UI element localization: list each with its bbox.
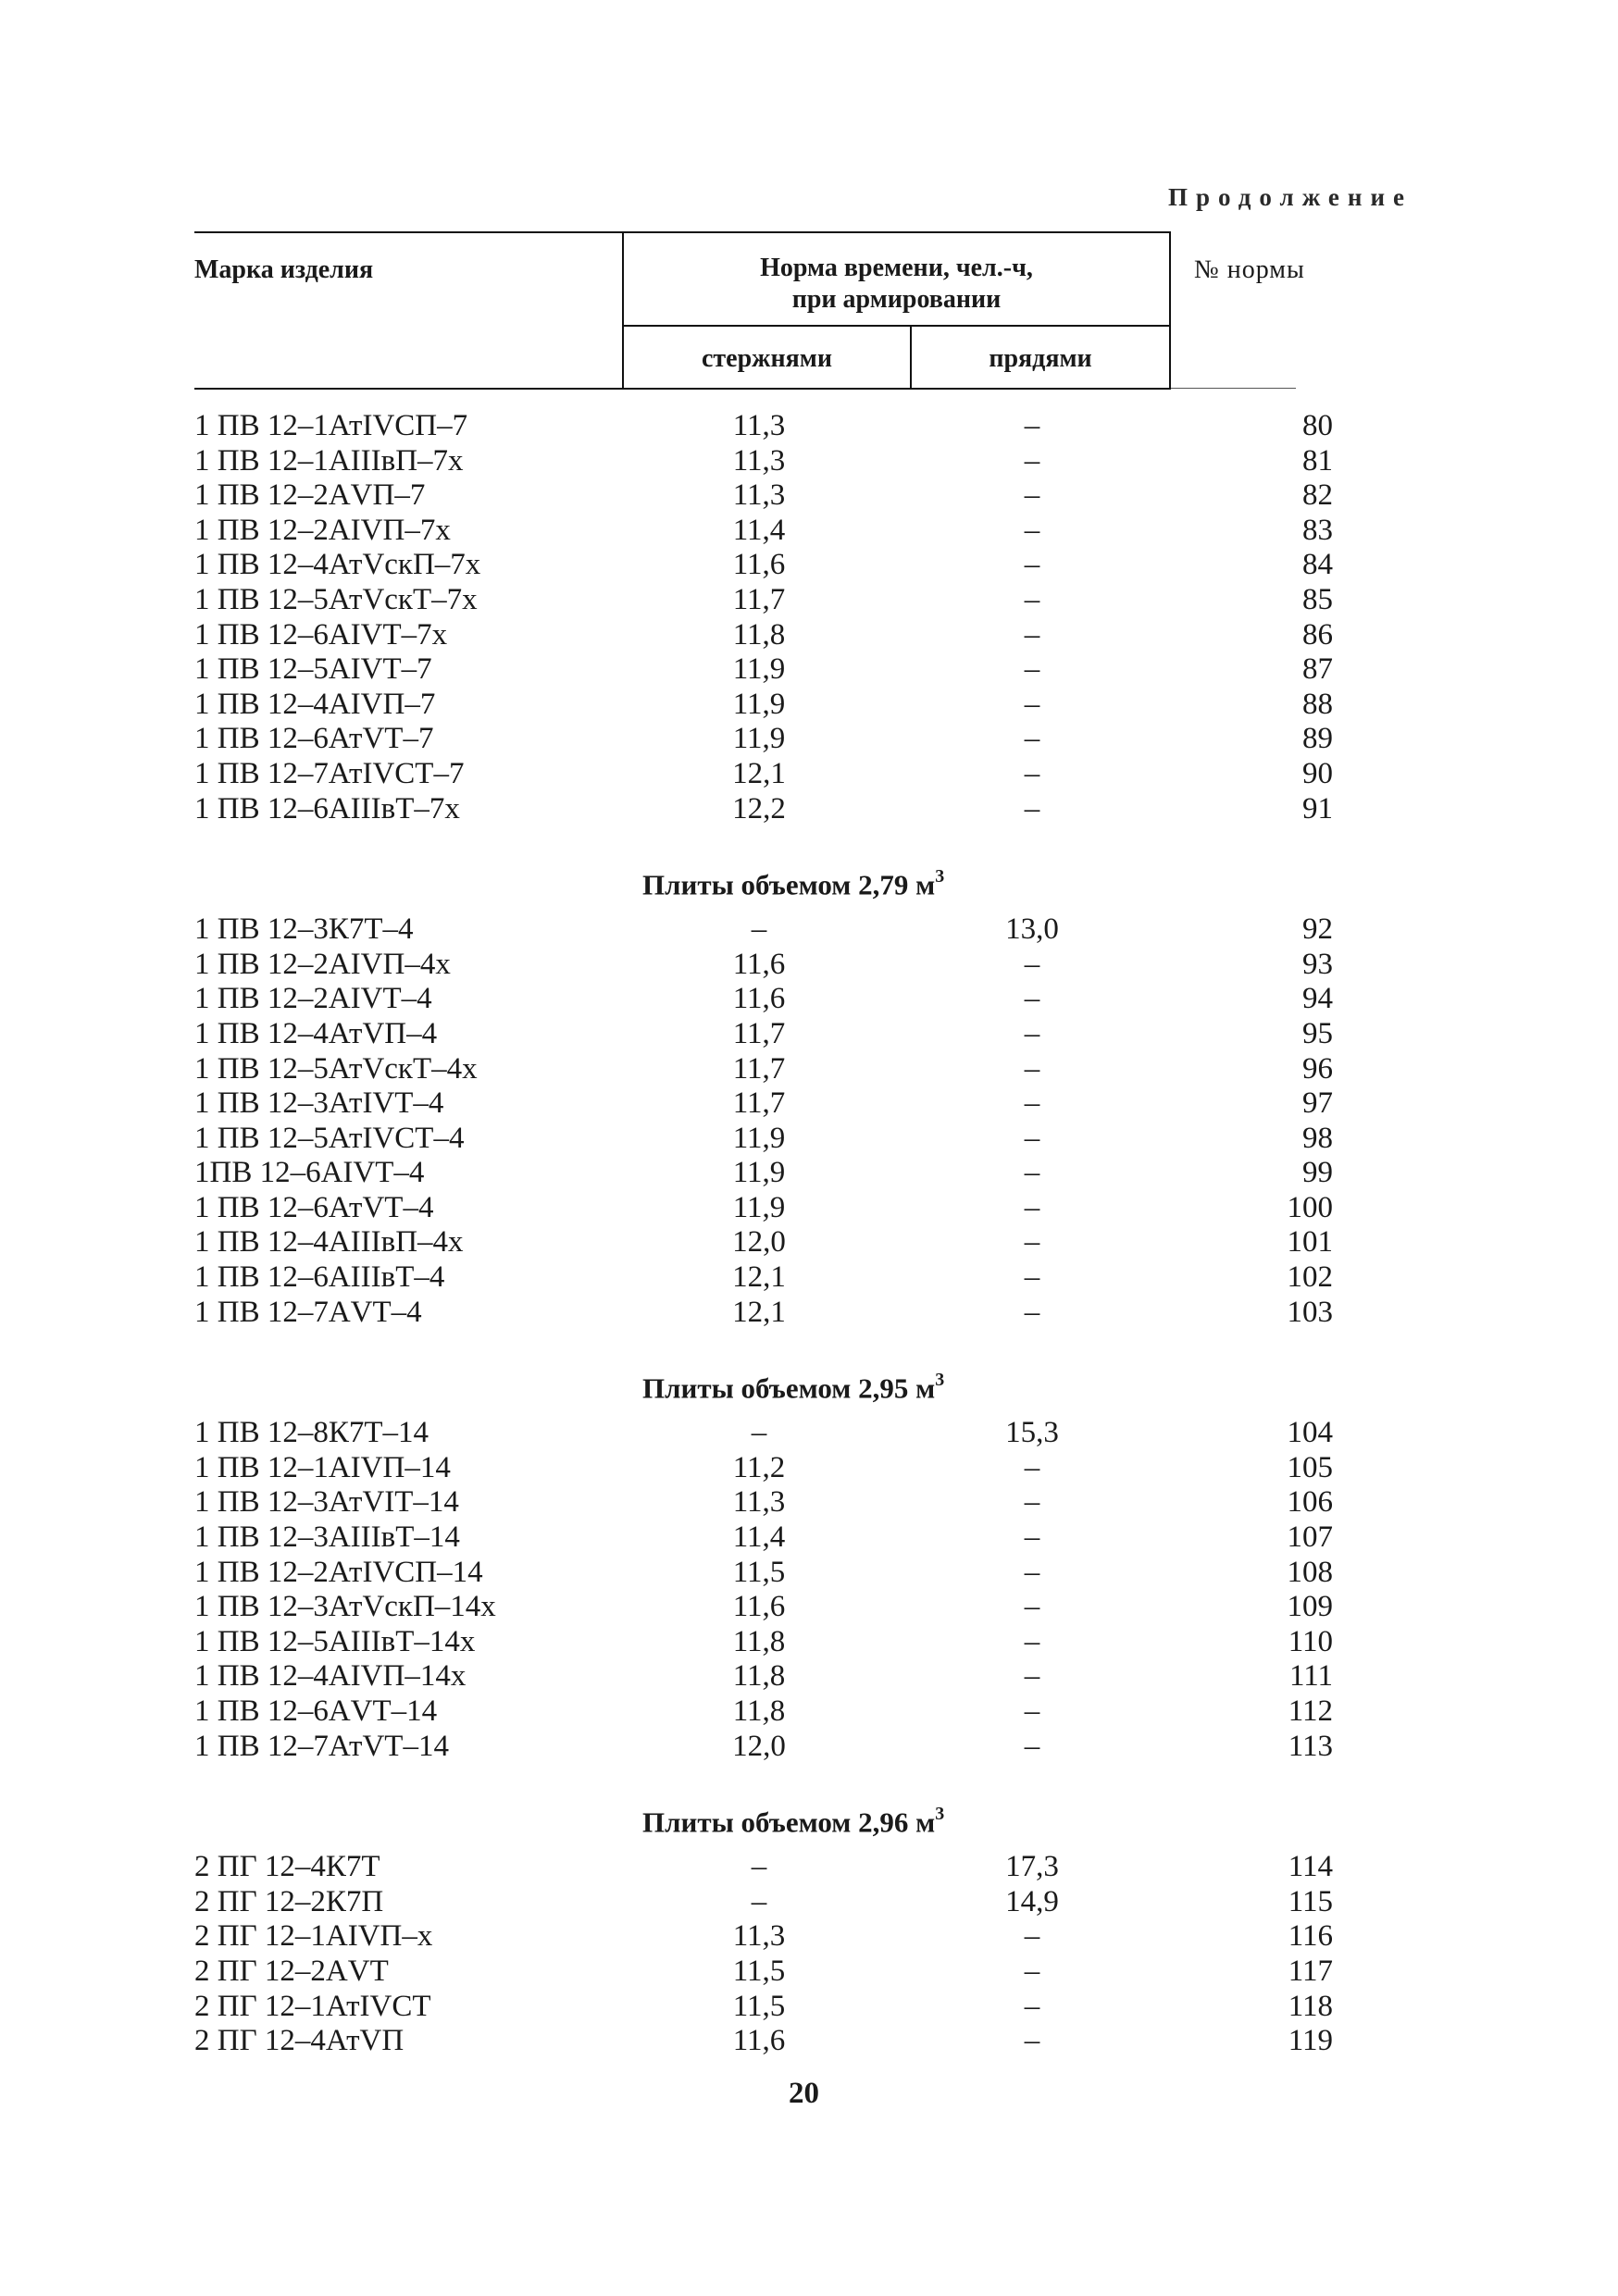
strands-norm-cell: – — [1024, 1225, 1040, 1260]
product-mark-cell: 1 ПВ 12–5АIIIвТ–14х — [194, 1624, 476, 1658]
rods-norm-cell: 11,9 — [732, 1156, 786, 1190]
strands-norm-cell: – — [1024, 1520, 1040, 1555]
section-title — [0, 826, 1618, 912]
norm-number-cell: 113 — [1288, 1729, 1333, 1763]
section-title-text — [642, 1797, 944, 1841]
product-mark-cell: 1 ПВ 12–7АтIVСТ–7 — [194, 756, 465, 790]
table-row — [0, 583, 1618, 618]
strands-norm-cell: – — [1024, 1729, 1040, 1763]
strands-norm-cell: – — [1024, 1590, 1040, 1624]
strands-norm-cell: – — [1024, 1016, 1040, 1050]
strands-norm-cell: – — [1024, 1919, 1040, 1954]
strands-norm-cell: – — [1024, 1121, 1040, 1155]
rods-norm-cell: 11,8 — [732, 617, 786, 652]
strands-norm-cell: – — [1024, 1989, 1040, 2023]
table-row — [0, 1260, 1618, 1296]
rods-norm-cell: 11,7 — [732, 1086, 786, 1121]
strands-norm-cell: – — [1024, 1694, 1040, 1728]
section-title-label: Плиты объемом 2,79 м — [642, 868, 936, 901]
section-title — [0, 1764, 1618, 1850]
rods-norm-cell: 11,9 — [732, 722, 786, 756]
table-row — [0, 1556, 1618, 1591]
norm-number-cell: 84 — [1302, 548, 1333, 582]
table-row — [0, 444, 1618, 479]
rods-norm-cell: – — [751, 1416, 767, 1450]
continuation-label: Продолжение — [1168, 183, 1413, 211]
rods-norm-cell: – — [751, 1884, 767, 1918]
product-mark-cell: 1 ПВ 12–5АIVТ–7 — [194, 652, 432, 687]
norm-number-cell: 106 — [1287, 1485, 1333, 1520]
norm-number-cell: 104 — [1287, 1416, 1333, 1450]
strands-norm-cell: – — [1024, 548, 1040, 582]
product-mark-cell: 1 ПВ 12–8К7Т–14 — [194, 1416, 429, 1450]
strands-norm-cell: 13,0 — [1005, 912, 1059, 947]
product-mark-cell: 1 ПВ 12–3АтIVТ–4 — [194, 1086, 444, 1121]
norm-number-cell: 98 — [1302, 1121, 1333, 1155]
table-row — [0, 478, 1618, 514]
table-row — [0, 1416, 1618, 1451]
rods-norm-cell: 11,3 — [732, 443, 786, 478]
product-mark-cell: 2 ПГ 12–2АVТ — [194, 1954, 389, 1988]
norm-number-cell: 88 — [1302, 687, 1333, 721]
section-title-label: Плиты объемом 2,95 м — [642, 1371, 936, 1405]
product-mark-cell: 1 ПВ 12–3АтVскП–14х — [194, 1590, 496, 1624]
product-mark-cell: 1 ПВ 12–2АIVП–7х — [194, 513, 451, 547]
norm-number-cell: 91 — [1302, 791, 1333, 825]
rods-norm-cell: 12,2 — [732, 791, 786, 825]
product-mark-cell: 2 ПГ 12–1АтIVСТ — [194, 1989, 431, 2023]
table-row — [0, 982, 1618, 1017]
product-mark-cell: 2 ПГ 12–4АтVП — [194, 2024, 404, 2058]
rods-norm-cell: 11,9 — [732, 1121, 786, 1155]
norm-number-cell: 82 — [1302, 478, 1333, 513]
norm-number-cell: 115 — [1288, 1884, 1333, 1918]
table-row — [0, 1520, 1618, 1556]
table-row — [0, 1156, 1618, 1191]
table-row — [0, 1225, 1618, 1260]
table-row — [0, 652, 1618, 688]
strands-norm-cell: – — [1024, 722, 1040, 756]
norm-number-cell: 94 — [1302, 982, 1333, 1016]
norm-number-cell: 117 — [1288, 1954, 1333, 1988]
rods-norm-cell: 11,8 — [732, 1659, 786, 1694]
strands-norm-cell: – — [1024, 1190, 1040, 1224]
rods-norm-cell: 11,8 — [732, 1694, 786, 1728]
rods-norm-cell: 11,2 — [732, 1450, 786, 1484]
mark-column-header: Марка изделия — [194, 255, 374, 284]
product-mark-cell: 1 ПВ 12–6АIIIвТ–4 — [194, 1260, 445, 1295]
product-mark-cell: 1 ПВ 12–4АIVП–14х — [194, 1659, 467, 1694]
table-row — [0, 948, 1618, 983]
norm-number-cell: 103 — [1287, 1295, 1333, 1329]
product-mark-cell: 1 ПВ 12–4АтVскП–7х — [194, 548, 481, 582]
table-row — [0, 1191, 1618, 1226]
strands-norm-cell: – — [1024, 947, 1040, 981]
strands-norm-cell: – — [1024, 756, 1040, 790]
product-mark-cell: 1 ПВ 12–4АIVП–7 — [194, 687, 436, 721]
norm-number-cell: 97 — [1302, 1086, 1333, 1121]
norm-number-cell: 116 — [1288, 1919, 1333, 1954]
strands-norm-cell: – — [1024, 1659, 1040, 1694]
header-bottom-rule-right — [1171, 388, 1296, 389]
strands-norm-cell: – — [1024, 791, 1040, 825]
strands-norm-cell: – — [1024, 1485, 1040, 1520]
strands-norm-cell: – — [1024, 1450, 1040, 1484]
norm-number-cell: 108 — [1287, 1555, 1333, 1589]
rods-norm-cell: 11,9 — [732, 687, 786, 721]
rods-norm-cell: 11,6 — [732, 1590, 786, 1624]
product-mark-cell: 1 ПВ 12–3АIIIвТ–14 — [194, 1520, 460, 1555]
norm-number-cell: 85 — [1302, 582, 1333, 616]
product-mark-cell: 2 ПГ 12–1АIVП–х — [194, 1919, 433, 1954]
page-number: 20 — [789, 2077, 819, 2110]
strands-norm-cell: – — [1024, 1295, 1040, 1329]
table-row — [0, 1885, 1618, 1920]
rods-norm-cell: 12,1 — [732, 756, 786, 790]
norm-number-cell: 95 — [1302, 1016, 1333, 1050]
table-row — [0, 1052, 1618, 1087]
norm-number-cell: 86 — [1302, 617, 1333, 652]
strands-norm-cell: 15,3 — [1005, 1416, 1059, 1450]
product-mark-cell: 2 ПГ 12–2К7П — [194, 1884, 384, 1918]
rods-norm-cell: 11,5 — [732, 1555, 786, 1589]
norm-number-cell: 99 — [1302, 1156, 1333, 1190]
norm-number-cell: 118 — [1288, 1989, 1333, 2023]
rods-norm-cell: 11,9 — [732, 652, 786, 687]
product-mark-cell: 1 ПВ 12–1АIVП–14 — [194, 1450, 451, 1484]
rods-norm-cell: 12,0 — [732, 1225, 786, 1260]
section-title-label: Плиты объемом 2,96 м — [642, 1806, 936, 1839]
rods-norm-cell: 11,3 — [732, 1919, 786, 1954]
table-row — [0, 1296, 1618, 1331]
table-row — [0, 1122, 1618, 1157]
header-norm-right-border — [1169, 231, 1171, 389]
norm-number-cell: 87 — [1302, 652, 1333, 687]
section-title-unit-exponent: 3 — [935, 1370, 945, 1391]
table-row — [0, 1086, 1618, 1122]
strands-norm-cell: – — [1024, 982, 1040, 1016]
rods-norm-cell: 11,6 — [732, 947, 786, 981]
product-mark-cell: 1 ПВ 12–4АIIIвП–4х — [194, 1225, 464, 1260]
rods-norm-cell: 11,8 — [732, 1624, 786, 1658]
strands-norm-cell: – — [1024, 617, 1040, 652]
norm-number-cell: 83 — [1302, 513, 1333, 547]
product-mark-cell: 1 ПВ 12–6АIIIвТ–7х — [194, 791, 460, 825]
rods-norm-cell: 11,5 — [732, 1989, 786, 2023]
rods-norm-cell: 11,4 — [732, 513, 786, 547]
strands-subcolumn-header: прядями — [989, 344, 1092, 373]
strands-norm-cell: – — [1024, 1156, 1040, 1190]
product-mark-cell: 1ПВ 12–6АIVТ–4 — [194, 1156, 425, 1190]
table-row — [0, 912, 1618, 948]
section-title-unit-exponent: 3 — [935, 866, 945, 887]
product-mark-cell: 1 ПВ 12–2АIVП–4х — [194, 947, 451, 981]
table-row — [0, 722, 1618, 757]
rods-norm-cell: 12,1 — [732, 1260, 786, 1295]
rods-norm-cell: 11,7 — [732, 1051, 786, 1086]
section-title-text — [642, 1363, 944, 1407]
table-row — [0, 1659, 1618, 1694]
rods-norm-cell: 11,7 — [732, 582, 786, 616]
product-mark-cell: 1 ПВ 12–3АтVIТ–14 — [194, 1485, 459, 1520]
strands-norm-cell: – — [1024, 1624, 1040, 1658]
strands-norm-cell: – — [1024, 687, 1040, 721]
strands-norm-cell: – — [1024, 1260, 1040, 1295]
norm-number-cell: 93 — [1302, 947, 1333, 981]
rods-norm-cell: 11,6 — [732, 548, 786, 582]
table-row — [0, 1955, 1618, 1990]
norm-number-cell: 102 — [1287, 1260, 1333, 1295]
norm-number-cell: 111 — [1288, 1659, 1333, 1694]
rods-norm-cell: 11,3 — [732, 478, 786, 513]
rods-norm-cell: – — [751, 1850, 767, 1884]
norm-number-cell: 81 — [1302, 443, 1333, 478]
rods-norm-cell: 12,1 — [732, 1295, 786, 1329]
norms-table-body — [0, 409, 1618, 2059]
table-row — [0, 1919, 1618, 1955]
section-title-text — [642, 860, 944, 903]
norm-number-cell: 89 — [1302, 722, 1333, 756]
table-row — [0, 1485, 1618, 1520]
norm-column-header-line1: Норма времени, чел.-ч, — [760, 254, 1033, 282]
strands-norm-cell: – — [1024, 409, 1040, 442]
product-mark-cell: 1 ПВ 12–3К7Т–4 — [194, 912, 414, 947]
product-mark-cell: 1 ПВ 12–6АIVТ–7х — [194, 617, 448, 652]
norm-number-cell: 107 — [1287, 1520, 1333, 1555]
table-row — [0, 409, 1618, 444]
strands-norm-cell: – — [1024, 513, 1040, 547]
table-row — [0, 618, 1618, 653]
rods-norm-cell: 11,6 — [732, 2024, 786, 2058]
strands-norm-cell: – — [1024, 1555, 1040, 1589]
strands-norm-cell: – — [1024, 2024, 1040, 2058]
norm-number-column-header: № нормы — [1194, 255, 1305, 284]
strands-norm-cell: – — [1024, 1954, 1040, 1988]
norm-number-cell: 119 — [1288, 2024, 1333, 2058]
table-row — [0, 757, 1618, 792]
table-row — [0, 1017, 1618, 1052]
table-row — [0, 792, 1618, 827]
table-row — [0, 1730, 1618, 1765]
product-mark-cell: 1 ПВ 12–6АVТ–14 — [194, 1694, 438, 1728]
rods-norm-cell: 11,9 — [732, 1190, 786, 1224]
rods-norm-cell: – — [751, 912, 767, 947]
strands-norm-cell: 14,9 — [1005, 1884, 1059, 1918]
rods-norm-cell: 11,3 — [732, 1485, 786, 1520]
rods-norm-cell: 11,3 — [732, 409, 786, 442]
product-mark-cell: 1 ПВ 12–4АтVП–4 — [194, 1016, 438, 1050]
section-title-unit-exponent: 3 — [935, 1804, 945, 1825]
product-mark-cell: 1 ПВ 12–2АIVТ–4 — [194, 982, 432, 1016]
table-row — [0, 1694, 1618, 1730]
table-row — [0, 514, 1618, 549]
rods-norm-cell: 11,4 — [732, 1520, 786, 1555]
product-mark-cell: 1 ПВ 12–2АтIVСП–14 — [194, 1555, 483, 1589]
product-mark-cell: 1 ПВ 12–5АтVскТ–7х — [194, 582, 478, 616]
rods-norm-cell: 11,7 — [732, 1016, 786, 1050]
strands-norm-cell: 17,3 — [1005, 1850, 1059, 1884]
strands-norm-cell: – — [1024, 582, 1040, 616]
header-top-rule — [194, 231, 1171, 233]
table-row — [0, 548, 1618, 583]
table-row — [0, 1850, 1618, 1885]
product-mark-cell: 2 ПГ 12–4К7Т — [194, 1850, 380, 1884]
header-bottom-rule — [194, 388, 1171, 390]
table-row — [0, 1990, 1618, 2025]
product-mark-cell: 1 ПВ 12–5АтIVСТ–4 — [194, 1121, 465, 1155]
norm-number-cell: 80 — [1302, 409, 1333, 442]
norm-number-cell: 112 — [1288, 1694, 1333, 1728]
product-mark-cell: 1 ПВ 12–6АтVТ–7 — [194, 722, 434, 756]
norm-number-cell: 109 — [1287, 1590, 1333, 1624]
norm-number-cell: 100 — [1287, 1190, 1333, 1224]
product-mark-cell: 1 ПВ 12–1АтIVСП–7 — [194, 409, 468, 442]
norm-number-cell: 105 — [1287, 1450, 1333, 1484]
product-mark-cell: 1 ПВ 12–2АVП–7 — [194, 478, 426, 513]
norm-number-cell: 101 — [1287, 1225, 1333, 1260]
norm-number-cell: 110 — [1288, 1624, 1333, 1658]
rods-subcolumn-header: стержнями — [702, 344, 832, 373]
table-row — [0, 1451, 1618, 1486]
strands-norm-cell: – — [1024, 652, 1040, 687]
norm-number-cell: 96 — [1302, 1051, 1333, 1086]
product-mark-cell: 1 ПВ 12–1АIIIвП–7х — [194, 443, 464, 478]
strands-norm-cell: – — [1024, 443, 1040, 478]
product-mark-cell: 1 ПВ 12–7АVТ–4 — [194, 1295, 422, 1329]
norm-column-header-line2: при армировании — [791, 285, 1002, 314]
strands-norm-cell: – — [1024, 478, 1040, 513]
rods-norm-cell: 11,6 — [732, 982, 786, 1016]
norm-number-cell: 92 — [1302, 912, 1333, 947]
product-mark-cell: 1 ПВ 12–7АтVТ–14 — [194, 1729, 449, 1763]
product-mark-cell: 1 ПВ 12–6АтVТ–4 — [194, 1190, 434, 1224]
norm-number-cell: 114 — [1288, 1850, 1333, 1884]
section-title — [0, 1330, 1618, 1416]
table-row — [0, 1625, 1618, 1660]
header-norm-mid-rule — [622, 325, 1171, 327]
table-row — [0, 2024, 1618, 2059]
strands-norm-cell: – — [1024, 1086, 1040, 1121]
norm-number-cell: 90 — [1302, 756, 1333, 790]
strands-norm-cell: – — [1024, 1051, 1040, 1086]
table-row — [0, 688, 1618, 723]
rods-norm-cell: 11,5 — [732, 1954, 786, 1988]
rods-norm-cell: 12,0 — [732, 1729, 786, 1763]
product-mark-cell: 1 ПВ 12–5АтVскТ–4х — [194, 1051, 478, 1086]
table-row — [0, 1590, 1618, 1625]
